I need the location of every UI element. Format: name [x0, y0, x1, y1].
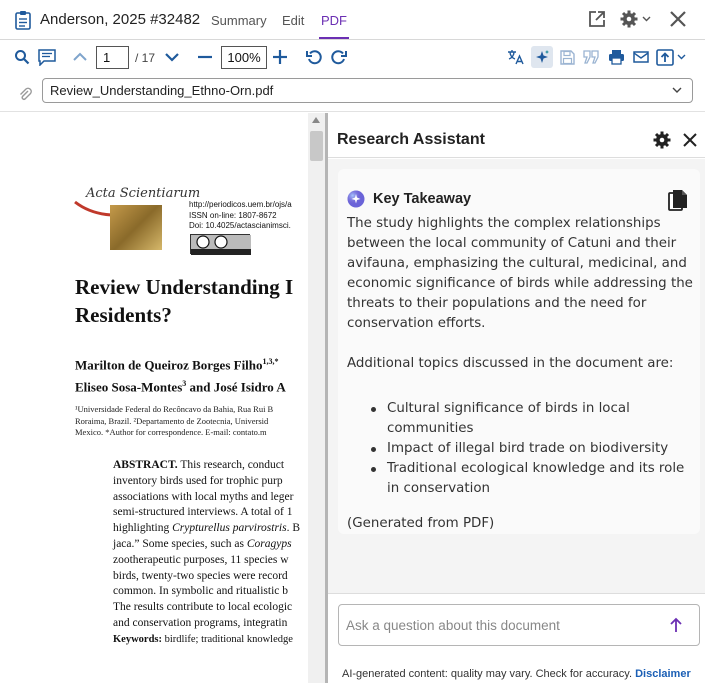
attachment-select[interactable] — [42, 78, 693, 103]
abstract-line: This research, conduct — [177, 459, 285, 471]
copy-icon[interactable] — [668, 189, 688, 211]
page-count: / 17 — [135, 51, 156, 65]
minus-icon — [197, 55, 213, 59]
author-name: and José Isidro A — [189, 379, 286, 395]
paper-title-line: Review Understanding I — [75, 275, 294, 299]
abstract-line: birds, twenty-two species were record — [113, 569, 288, 582]
key-takeaway-heading: Key Takeaway — [373, 191, 472, 207]
disclaimer-text: AI-generated content: quality may vary. Check for accuracy. — [342, 668, 633, 680]
scrollbar-thumb[interactable] — [310, 131, 323, 161]
topic-line: in conservation — [387, 481, 491, 496]
abstract-line: and conservation programs, integratin — [113, 616, 288, 629]
save-icon — [560, 50, 575, 65]
list-item — [387, 439, 697, 459]
affiliation-line: Mexico. *Author for correspondence. E-mail: contato.m — [75, 427, 267, 437]
generated-note: (Generated from PDF) — [347, 516, 495, 531]
species-name: Crypturellus parvirostris — [172, 522, 287, 535]
email-button[interactable] — [631, 47, 651, 67]
summary-line: The study highlights the complex relationships — [347, 216, 661, 231]
topic-line: communities — [387, 421, 474, 436]
topic-line: Impact of illegal bird trade on biodiversity — [387, 441, 669, 456]
share-icon — [656, 48, 674, 66]
rotate-ccw-icon — [306, 49, 322, 65]
ai-disclaimer — [342, 668, 691, 680]
author-name: Eliseo Sosa-Montes — [75, 379, 183, 395]
list-item — [387, 459, 697, 499]
abstract-line: inventory birds used for trophic purp — [113, 474, 283, 487]
assistant-title: Research Assistant — [337, 131, 485, 148]
summary-line: between the local community of Catuni and their — [347, 236, 677, 251]
quote-icon — [583, 50, 599, 64]
assistant-conversation — [328, 159, 705, 593]
gear-icon — [619, 9, 639, 29]
summary-line: economic significance of birds while addressing the — [347, 276, 693, 291]
page-number-input[interactable]: 1 — [96, 46, 129, 69]
meta-line: Doi: 10.4025/actascianimsci. — [189, 221, 291, 230]
rotate-cw-icon — [331, 49, 347, 65]
topic-line: Traditional ecological knowledge and its role — [387, 461, 685, 476]
keywords-label: Keywords: — [113, 633, 162, 645]
printer-icon — [608, 49, 625, 65]
tab-edit[interactable]: Edit — [282, 13, 305, 28]
paper-title-line: Residents? — [75, 303, 172, 327]
author-name: Marilton de Queiroz Borges Filho — [75, 357, 263, 373]
topic-line: Cultural significance of birds in local — [387, 401, 630, 416]
summary-line: conservation efforts. — [347, 316, 486, 331]
paper-affiliations — [75, 404, 273, 439]
ai-assistant-button[interactable] — [531, 46, 553, 68]
summary-line: avifauna, emphasizing the cultural, medicinal, and — [347, 256, 687, 271]
zoom-in-button[interactable] — [270, 47, 290, 67]
translate-button[interactable] — [506, 47, 526, 67]
paper-authors — [75, 352, 286, 397]
key-takeaway-card — [338, 169, 700, 534]
abstract-line: The results contribute to local ecologic — [113, 601, 293, 614]
additional-topics-intro: Additional topics discussed in the document are: — [347, 356, 674, 371]
gear-icon[interactable] — [652, 130, 672, 150]
clipboard-icon — [15, 10, 31, 30]
summary-text — [347, 214, 697, 334]
reference-title: Anderson, 2025 #32482 — [40, 11, 201, 28]
meta-line: ISSN on-line: 1807-8672 — [189, 210, 277, 220]
author-affiliation-mark: 3 — [182, 379, 187, 389]
comment-icon — [38, 49, 56, 66]
tab-pdf[interactable]: PDF — [321, 13, 347, 28]
summary-line: threats to their populations and the need for — [347, 296, 647, 311]
next-page-button[interactable] — [162, 47, 182, 67]
assistant-footer — [328, 593, 705, 683]
pdf-scrollbar[interactable] — [308, 113, 325, 683]
journal-cover-image — [110, 205, 162, 250]
paperclip-icon — [18, 86, 32, 102]
abstract-line: semi-structured interviews. A total of 1 — [113, 506, 293, 519]
tab-summary[interactable]: Summary — [211, 13, 267, 28]
close-window-icon[interactable] — [669, 10, 687, 28]
journal-name: Acta Scientiarum — [86, 186, 201, 201]
assistant-header — [328, 113, 705, 158]
paper-abstract — [113, 458, 300, 648]
research-assistant-panel — [328, 113, 705, 683]
affiliation-line: Roraima, Brazil. ²Departamento de Zootecnia, Universid — [75, 415, 269, 426]
chevron-up-icon — [73, 52, 87, 62]
chevron-down-icon — [677, 54, 686, 60]
species-name: Coragyps — [246, 537, 292, 550]
zoom-out-button[interactable] — [195, 47, 215, 67]
print-button[interactable] — [606, 47, 626, 67]
chevron-down-icon — [165, 52, 179, 62]
topics-list — [387, 399, 697, 499]
abstract-line: common. In symbolic and ritualistic b — [113, 585, 289, 598]
title-bar — [0, 0, 705, 40]
abstract-line: highlighting — [113, 522, 173, 535]
save-button[interactable] — [557, 47, 577, 67]
chevron-down-icon — [671, 81, 683, 99]
pdf-viewer[interactable] — [0, 113, 308, 683]
list-item — [387, 399, 697, 439]
ask-question-input[interactable] — [338, 604, 700, 646]
chevron-down-icon — [642, 16, 651, 22]
journal-metadata — [189, 200, 292, 232]
rotate-left-button[interactable] — [304, 47, 324, 67]
share-menu-button[interactable] — [655, 47, 687, 67]
ai-sparkle-icon — [347, 190, 365, 208]
envelope-icon — [633, 51, 649, 63]
author-affiliation-mark: 1,3,* — [262, 357, 279, 366]
attachment-file-name: Review_Understanding_Ethno-Orn.pdf — [50, 83, 274, 98]
open-external-icon[interactable] — [588, 10, 606, 28]
search-icon — [14, 49, 30, 65]
keywords-text: birdlife; traditional knowledge — [162, 633, 293, 645]
search-button[interactable] — [12, 47, 32, 67]
settings-menu-button[interactable] — [619, 9, 653, 31]
abstract-line: associations with local myths and leger — [113, 490, 294, 503]
translate-icon — [507, 49, 525, 65]
disclaimer-link[interactable]: Disclaimer — [635, 668, 691, 680]
cc-license-badge — [190, 234, 250, 254]
meta-line: http://periodicos.uem.br/ojs/a — [189, 200, 292, 209]
quote-button[interactable] — [581, 47, 601, 67]
pdf-toolbar — [0, 41, 705, 74]
abstract-line: . B — [286, 522, 301, 535]
scroll-up-arrow[interactable] — [312, 117, 320, 123]
zoom-level-input[interactable]: 100% — [221, 46, 267, 69]
attachment-row — [0, 74, 705, 112]
previous-page-button[interactable] — [70, 47, 90, 67]
send-arrow-icon[interactable] — [668, 616, 684, 634]
plus-icon — [272, 49, 288, 65]
abstract-line: jaca.” Some species, such as — [113, 537, 247, 550]
paper-title — [75, 273, 293, 329]
affiliation-line: ¹Universidade Federal do Recôncavo da Bahia, Rua Rui B — [75, 404, 274, 414]
annotations-button[interactable] — [37, 47, 57, 67]
abstract-label: ABSTRACT. — [113, 459, 178, 471]
abstract-line: zootherapeutic purposes, 11 species w — [113, 553, 289, 566]
rotate-right-button[interactable] — [329, 47, 349, 67]
sparkle-icon — [534, 49, 550, 65]
close-panel-icon[interactable] — [682, 132, 698, 148]
